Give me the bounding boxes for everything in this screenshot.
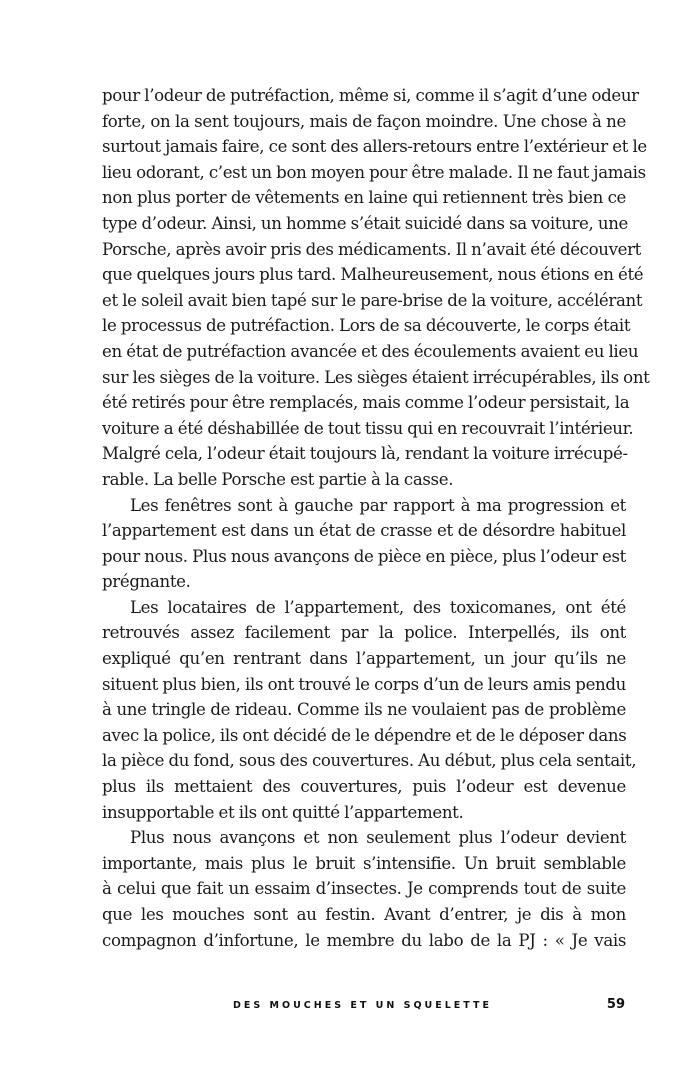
text-line: prégnante. (102, 572, 191, 592)
text-line: surtout jamais faire, ce sont des allers-retours entre l’extérieur et le (102, 137, 647, 157)
text-line: pour l’odeur de putréfaction, même si, comme il s’agit d’une odeur (102, 86, 639, 105)
text-line: plus ils mettaient des couvertures, puis l’odeur est devenue (102, 777, 626, 797)
text-line: en état de putréfaction avancée et des écoulements avaient eu lieu (102, 341, 639, 361)
text-line: pour nous. Plus nous avançons de pièce en pièce, plus l’odeur est (102, 546, 626, 566)
text-line: été retirés pour être remplacés, mais comme l’odeur persistait, la (102, 393, 630, 413)
text-line: le processus de putréfaction. Lors de sa découverte, le corps était (102, 316, 631, 336)
body-text (102, 83, 650, 953)
paragraph (102, 825, 626, 953)
text-line: la pièce du fond, sous des couvertures. Au début, plus cela sentait, (102, 751, 637, 771)
text-line: situent plus bien, ils ont trouvé le corps d’un de leurs amis pendu (102, 674, 626, 694)
text-line: expliqué qu’en rentrant dans l’appartement, un jour qu’ils ne (102, 649, 626, 669)
paragraph (102, 595, 637, 825)
paragraph (102, 83, 650, 493)
text-line: que les mouches sont au festin. Avant d’entrer, je dis à mon (102, 905, 626, 924)
text-line: importante, mais plus le bruit s’intensifie. Un bruit semblable (102, 853, 626, 873)
text-line: retrouvés assez facilement par la police. Interpellés, ils ont (102, 623, 626, 643)
text-line: Les fenêtres sont à gauche par rapport à ma progression et (130, 495, 626, 515)
text-line: avec la police, ils ont décidé de le dépendre et de le déposer dans (102, 725, 627, 745)
text-line: Porsche, après avoir pris des médicaments. Il n’avait été découvert (102, 239, 641, 259)
text-line: Plus nous avançons et non seulement plus l’odeur devient (130, 828, 626, 848)
text-line: à une tringle de rideau. Comme ils ne voulaient pas de problème (102, 700, 626, 720)
text-line: et le soleil avait bien tapé sur le pare-brise de la voiture, accélérant (102, 290, 643, 310)
text-line: l’appartement est dans un état de crasse et de désordre habituel (102, 521, 626, 541)
text-line: Malgré cela, l’odeur était toujours là, rendant la voiture irrécupé- (102, 444, 628, 464)
running-head: DES MOUCHES ET UN SQUELETTE (233, 1000, 492, 1011)
text-line: voiture a été déshabillée de tout tissu qui en recouvrait l’intérieur. (102, 418, 634, 438)
text-line: non plus porter de vêtements en laine qui retiennent très bien ce (102, 188, 626, 208)
text-line: que quelques jours plus tard. Malheureusement, nous étions en été (102, 265, 644, 285)
text-line: type d’odeur. Ainsi, un homme s’était suicidé dans sa voiture, une (102, 213, 629, 233)
text-line: rable. La belle Porsche est partie à la casse. (102, 469, 454, 489)
paragraph (102, 493, 626, 595)
text-line: lieu odorant, c’est un bon moyen pour être malade. Il ne faut jamais (102, 162, 646, 182)
text-line: insupportable et ils ont quitté l’appartement. (102, 802, 464, 822)
text-line: forte, on la sent toujours, mais de façon moindre. Une chose à ne (102, 111, 626, 131)
page-number: 59 (606, 997, 625, 1012)
text-line: Les locataires de l’appartement, des toxicomanes, ont été (130, 597, 626, 617)
text-line: à celui que fait un essaim d’insectes. Je comprends tout de suite (102, 879, 626, 899)
text-line: compagnon d’infortune, le membre du labo de la PJ : « Je vais (102, 930, 626, 950)
text-line: sur les sièges de la voiture. Les sièges étaient irrécupérables, ils ont (102, 367, 650, 387)
